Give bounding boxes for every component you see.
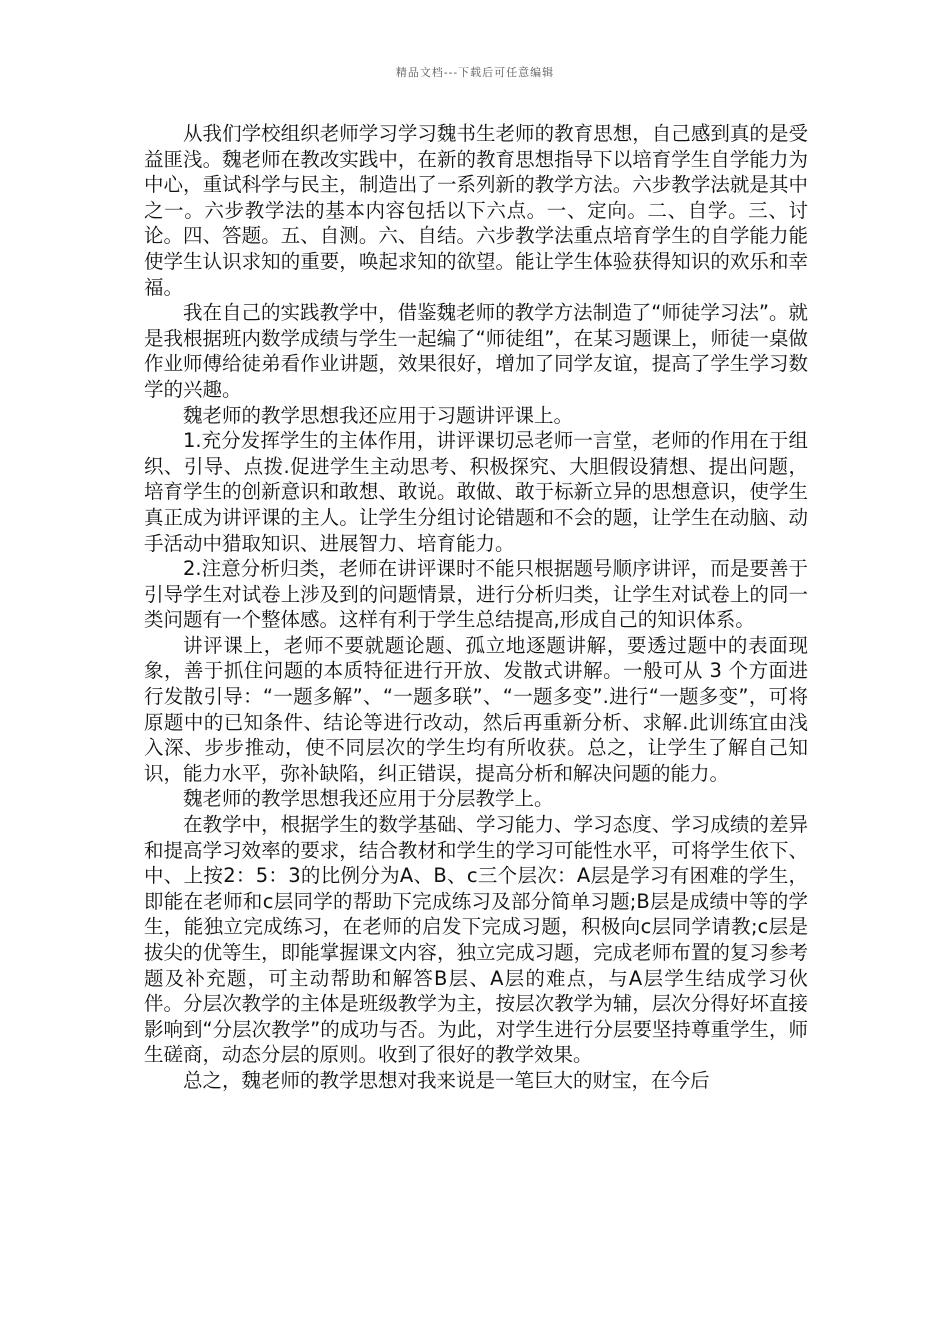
paragraph-divergent-explanation: 讲评课上，老师不要就题论题、孤立地逐题讲解，要透过题中的表面现象，善于抓住问题的本质特征进行开放、发散式讲解。一般可从 3 个方面进行发散引导：“一题多解”、“一题多联”、“一题多变”.进行“一题多变”，可将原题中的已知条件、结论等进行改动，然后再重新分析、求解.此训练宜由浅入深、步步推动，使不同层次的学生均有所收获。总之，让学生了解自己知识，能力水平，弥补缺陷，纠正错误，提高分析和解决问题的能力。 — [144, 633, 808, 785]
paragraph-layered-intro: 魏老师的教学思想我还应用于分层教学上。 — [183, 787, 554, 811]
paragraph-review-class-intro: 魏老师的教学思想我还应用于习题讲评课上。 — [183, 403, 574, 427]
paragraph-intro: 从我们学校组织老师学习学习魏书生老师的教育思想，自己感到真的是受益匪浅。魏老师在教改实践中，在新的教育思想指导下以培育学生自学能力为中心，重试科学与民主，制造出了一系列新的教学方法。六步教学法就是其中之一。六步教学法的基本内容包括以下六点。一、定向。二、自学。三、讨论。四、答题。五、自测。六、自结。六步教学法重点培育学生的自学能力能使学生认识求知的重要，唤起求知的欲望。能让学生体验获得知识的欢乐和幸福。 — [144, 122, 808, 299]
paragraph-point-2: 2.注意分析归类，老师在讲评课时不能只根据题号顺序讲评，而是要善于引导学生对试卷上涉及到的问题情景，进行分析归类，让学生对试卷上的同一类问题有一个整体感。这样有利于学生总结提高,形成自己的知识体系。 — [144, 557, 808, 632]
paragraph-conclusion: 总之，魏老师的教学思想对我来说是一笔巨大的财宝，在今后 — [183, 1068, 710, 1092]
document-body — [144, 121, 808, 1094]
paragraph-mentor-method: 我在自己的实践教学中，借鉴魏老师的教学方法制造了“师徒学习法”。就是我根据班内数学成绩与学生一起编了“师徒组”，在某习题课上，师徒一桌做作业师傅给徒弟看作业讲题，效果很好，增加了同学友谊，提高了学生学习数学的兴趣。 — [144, 301, 808, 401]
paragraph-point-1: 1.充分发挥学生的主体作用，讲评课切忌老师一言堂，老师的作用在于组织、引导、点拨.促进学生主动思考、积极探究、大胆假设猜想、提出问题，培育学生的创新意识和敢想、敢说。敢做、敢于标新立异的思想意识，使学生真正成为讲评课的主人。让学生分组讨论错题和不会的题，让学生在动脑、动手活动中猎取知识、进展智力、培育能力。 — [144, 429, 808, 555]
page-header: 精品文档---下载后可任意编辑 — [395, 66, 555, 79]
paragraph-layered-teaching: 在教学中，根据学生的数学基础、学习能力、学习态度、学习成绩的差异和提高学习效率的要求，结合教材和学生的学习可能性水平，可将学生依下、中、上按2：5：3的比例分为A、B、c三个层次：A层是学习有困难的学生，即能在老师和c层同学的帮助下完成练习及部分简单习题;B层是成绩中等的学生，能独立完成练习，在老师的启发下完成习题，积极向c层同学请教;c层是拔尖的优等生，即能掌握课文内容，独立完成习题，完成老师布置的复习参考题及补充题，可主动帮助和解答B层、A层的难点，与A层学生结成学习伙伴。分层次教学的主体是班级教学为主，按层次教学为辅，层次分得好坏直接影响到“分层次教学”的成功与否。为此，对学生进行分层要坚持尊重学生，师生磋商，动态分层的原则。收到了很好的教学效果。 — [144, 813, 808, 1067]
